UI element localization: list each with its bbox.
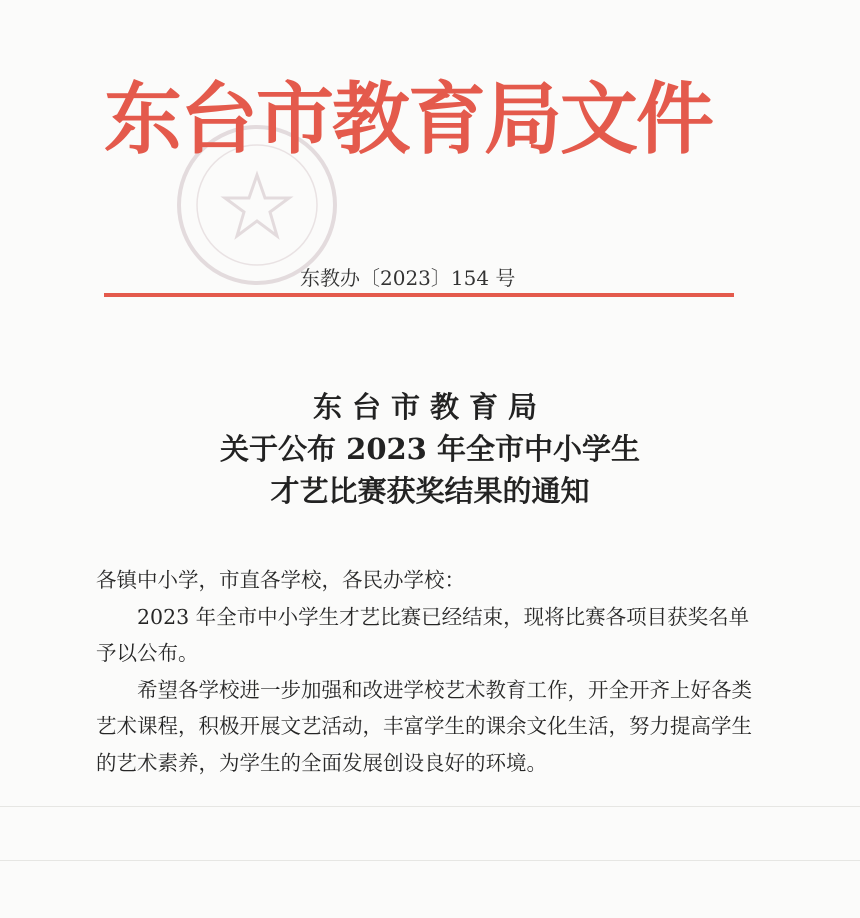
scan-artifact-line: [0, 806, 860, 807]
issuer-header-title: 东台市教育局文件: [104, 75, 713, 165]
document-number: 东教办〔2023〕154 号: [300, 266, 516, 290]
body-paragraph-2: 希望各学校进一步加强和改进学校艺术教育工作，开全开齐上好各类艺术课程，积极开展文艺活动，丰富学生的课余文化生活，努力提高学生的艺术素养，为学生的全面发展创设良好的环境。: [96, 677, 752, 775]
notice-title-line-1: 东台市教育局: [312, 390, 547, 424]
notice-title-line-2: 关于公布 2023 年全市中小学生: [220, 432, 640, 466]
body-paragraph-1: 2023 年全市中小学生才艺比赛已经结束，现将比赛各项目获奖名单予以公布。: [96, 604, 750, 665]
notice-title: [0, 386, 860, 512]
salutation: 各镇中小学，市直各学校，各民办学校：: [96, 568, 465, 592]
notice-title-line-3: 才艺比赛获奖结果的通知: [270, 474, 590, 508]
scan-artifact-line: [0, 860, 860, 861]
notice-body: [96, 562, 756, 781]
red-header-divider: [104, 293, 734, 297]
